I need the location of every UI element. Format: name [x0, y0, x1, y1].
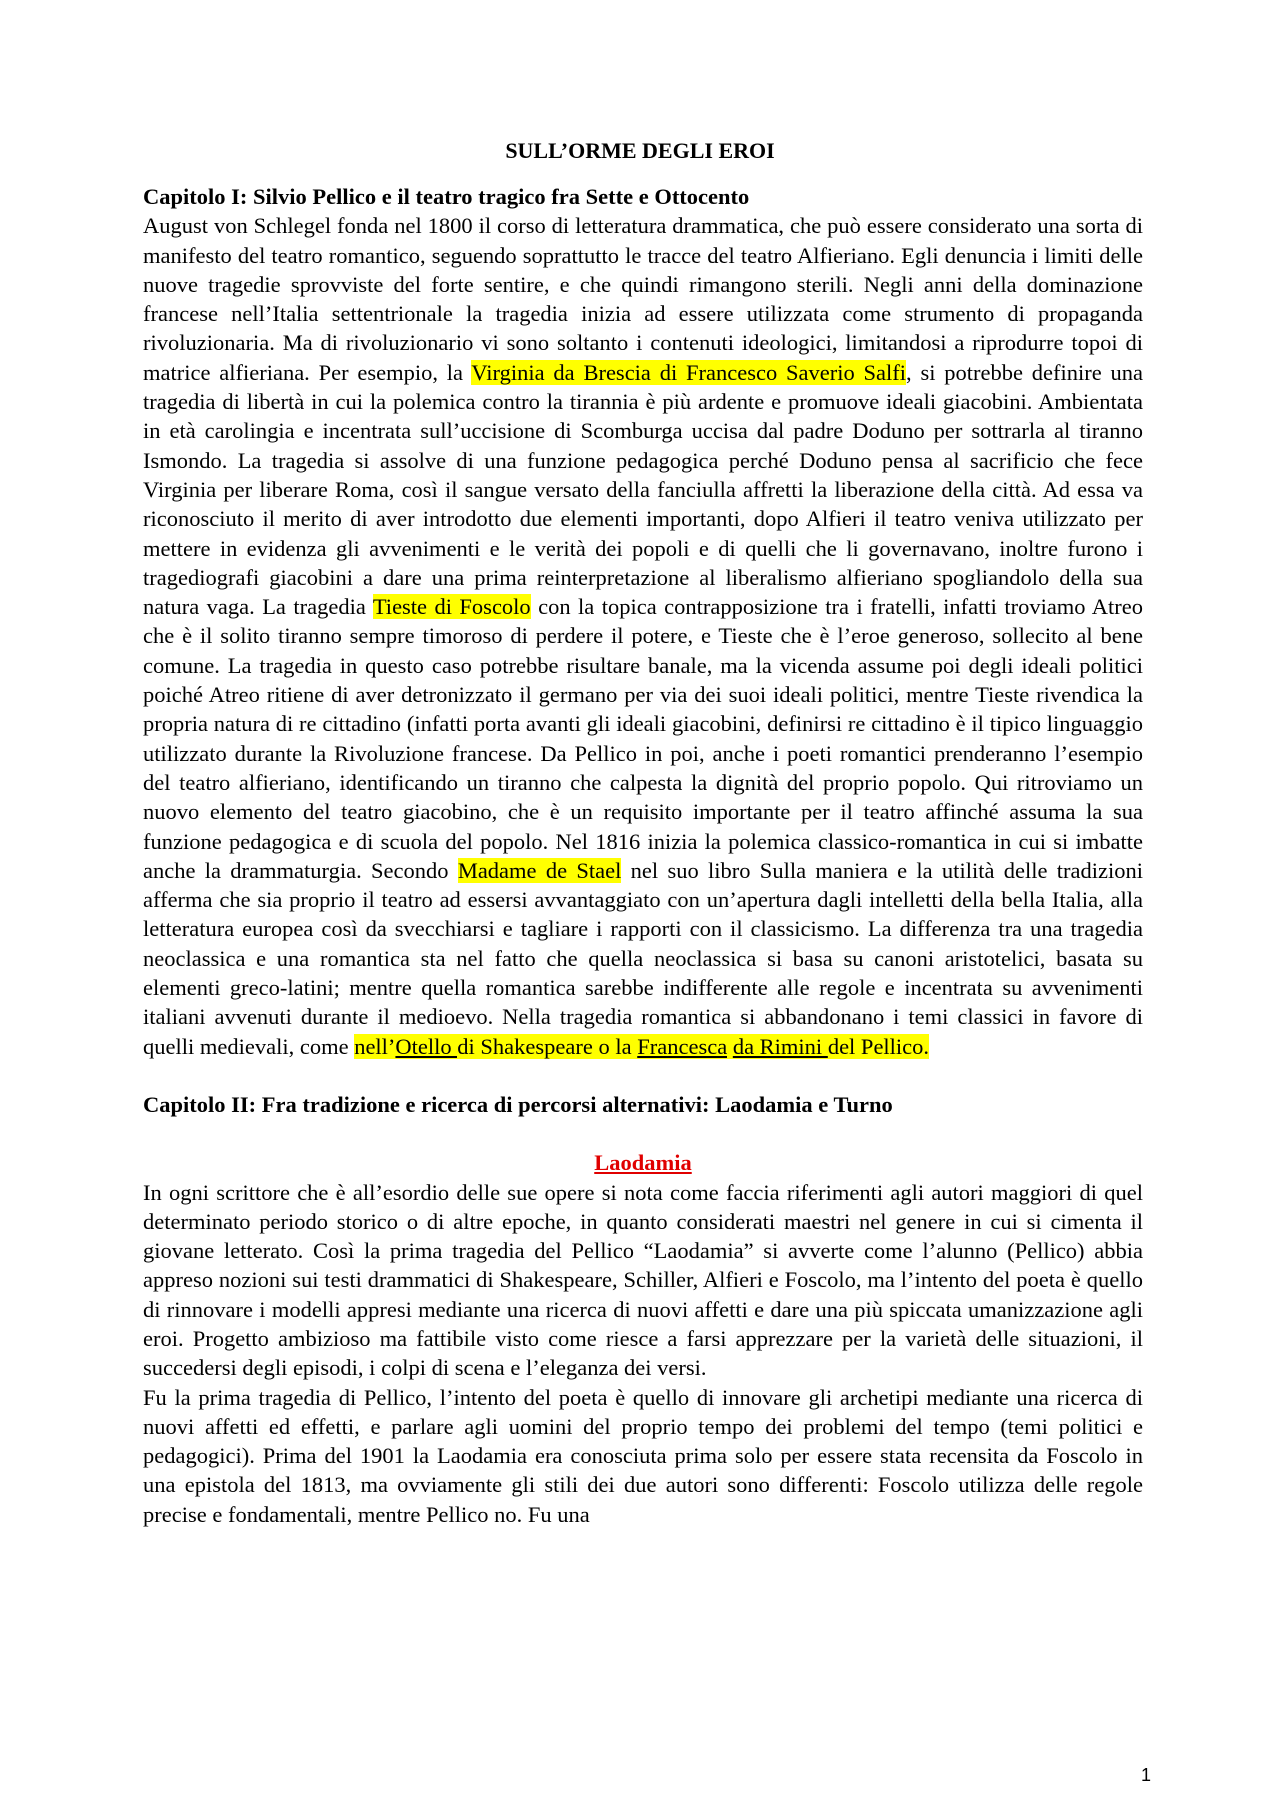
- chapter-1-text-b: , si potrebbe definire una tragedia di libertà in cui la polemica contro la tirannia è più ardente e promuove ideali giacobini. Ambientata in età carolingia e incentrata sull’uccisione di Scomburga uccisa dal padre Doduno per sottrarla al tiranno Ismondo. La tragedia si assolve di una funzione pedagogica perché Doduno pensa al sacrificio che fece Virginia per liberare Roma, così il sangue versato della fanciulla affretti la liberazione della città. Ad essa va riconosciuto il merito di aver introdotto due elementi importanti, dopo Alfieri il teatro veniva utilizzato per mettere in evidenza gli avvenimenti e le verità dei popoli e di quelli che li governavano, inoltre furono i tragediografi giacobini a dare una prima reinterpretazione al liberalismo alfieriano spogliandolo della sua natura vaga. La tragedia: [143, 359, 1143, 620]
- laodamia-paragraph-1: In ogni scrittore che è all’esordio delle sue opere si nota come faccia riferimenti agli autori maggiori di quel determinato periodo storico o di altre epoche, in quanto considerati maestri nel genere in cui si cimenta il giovane letterato. Così la prima tragedia del Pellico “Laodamia” si avverte come l’alunno (Pellico) abbia appreso nozioni sui testi drammatici di Shakespeare, Schiller, Alfieri e Foscolo, ma l’intento del poeta è quello di rinnovare i modelli appresi mediante una ricerca di nuovi affetti e dare una più spiccata umanizzazione agli eroi. Progetto ambizioso ma fattibile visto come riesce a farsi apprezzare per la varietà delle situazioni, il succedersi degli episodi, i colpi di scena e l’eleganza dei versi.: [143, 1179, 1143, 1381]
- section-title-text: Laodamia: [594, 1150, 692, 1176]
- highlight-francesca: Francesca: [637, 1033, 728, 1059]
- highlight-da-rimini: da Rimini: [732, 1033, 828, 1059]
- chapter-1-text-d: nel suo libro Sulla maniera e la utilità delle tradizioni afferma che sia proprio il teatro ad essersi avvantaggiato con un’apertura dagli intelletti della bella Italia, alla letteratura europea così da svecchiarsi e tagliare i rapporti con il classicismo. La differenza tra una tragedia neoclassica e una romantica sta nel fatto che quella neoclassica si basa su canoni aristotelici, basata su elementi greco-latini; mentre quella romantica sarebbe indifferente alle regole e incentrata su avvenimenti italiani avvenuti durante il medioevo. Nella tragedia romantica si abbandonano i temi classici in favore di quelli medievali, come: [143, 857, 1143, 1059]
- document-body: [143, 182, 1143, 1529]
- document-title: SULL’ORME DEGLI EROI: [505, 138, 775, 163]
- highlight-del-pellico: del Pellico.: [827, 1033, 930, 1059]
- page-number: 1: [1140, 1765, 1151, 1785]
- highlight-space: [727, 1034, 733, 1059]
- chapter-1-text-c: con la topica contrapposizione tra i fratelli, infatti troviamo Atreo che è il solito tiranno sempre timoroso di perdere il potere, e Tieste che è l’eroe generoso, sollecito al bene comune. La tragedia in questo caso potrebbe risultare banale, ma la vicenda assume poi degli ideali politici poiché Atreo ritiene di aver detronizzato il germano per via dei suoi ideali politici, mentre Tieste rivendica la propria natura di re cittadino (infatti porta avanti gli ideali giacobini, definirsi re cittadino è il tipico linguaggio utilizzato durante la Rivoluzione francese. Da Pellico in poi, anche i poeti romantici prenderanno l’esempio del teatro alfieriano, identificando un tiranno che calpesta la dignità del proprio popolo. Qui ritroviamo un nuovo elemento del teatro giacobino, che è un requisito importante per il teatro affinché assuma la sua funzione pedagogica e di scuola del popolo. Nel 1816 inizia la polemica classico-romantica in cui si imbatte anche la drammaturgia. Secondo: [143, 594, 1143, 883]
- chapter-1-heading: Capitolo I: Silvio Pellico e il teatro tragico fra Sette e Ottocento: [143, 184, 750, 209]
- highlight-madame-de-stael: Madame de Stael: [457, 857, 622, 883]
- section-title-laodamia: [143, 1148, 1143, 1177]
- chapter-1-paragraph: [143, 211, 1143, 1061]
- spacer: [143, 1119, 1143, 1148]
- laodamia-paragraph-2: Fu la prima tragedia di Pellico, l’intento del poeta è quello di innovare gli archetipi mediante una ricerca di nuovi affetti ed effetti, e parlare agli uomini del proprio tempo dei problemi del tempo (temi politici e pedagogici). Prima del 1901 la Laodamia era conosciuta prima solo per essere stata recensita da Foscolo in una epistola del 1813, ma ovviamente gli stili dei due autori sono differenti: Foscolo utilizza delle regole precise e fondamentali, mentre Pellico no. Fu una: [143, 1384, 1143, 1527]
- chapter-1-text-a: August von Schlegel fonda nel 1800 il corso di letteratura drammatica, che può essere considerato una sorta di manifesto del teatro romantico, seguendo soprattutto le tracce del teatro Alfieriano. Egli denuncia i limiti delle nuove tragedie sprovviste del forte sentire, e che quindi rimangono sterili. Negli anni della dominazione francese nell’Italia settentrionale la tragedia inizia ad essere utilizzata come strumento di propaganda rivoluzionaria. Ma di rivoluzionario vi sono soltanto i contenuti ideologici, limitandosi a riprodurre topoi di matrice alfieriana. Per esempio, la: [143, 213, 1143, 385]
- highlight-otello: Otello: [395, 1033, 458, 1059]
- chapter-2-heading: Capitolo II: Fra tradizione e ricerca di percorsi alternativi: Laodamia e Turno: [143, 1091, 893, 1117]
- highlight-virginia-da-brescia: Virginia da Brescia di Francesco Saverio Salfi: [471, 359, 907, 385]
- highlight-di-shakespeare: di Shakespeare o la: [457, 1033, 638, 1059]
- highlight-nell: nell’: [354, 1033, 396, 1059]
- spacer: [143, 1061, 1143, 1090]
- highlight-tieste-di-foscolo: Tieste di Foscolo: [372, 594, 531, 620]
